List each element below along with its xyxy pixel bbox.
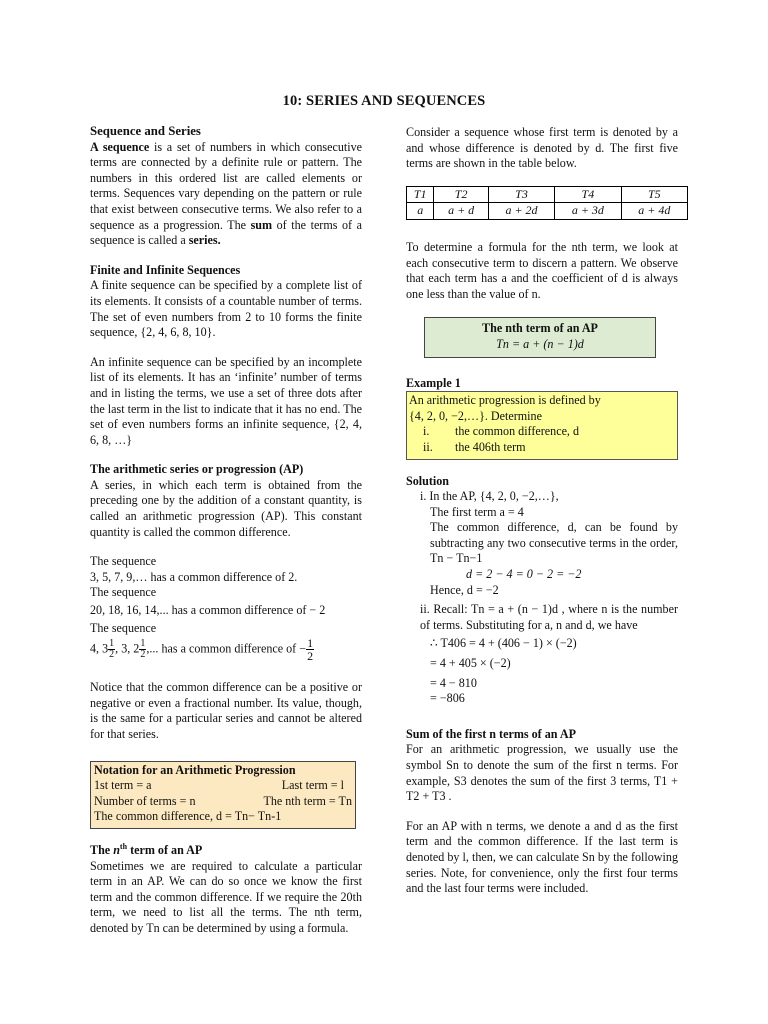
solution-ii: ii. Recall: Tn = a + (n − 1)d , where n is the number of terms. Substituting for a, n and d, we have xyxy=(420,602,678,632)
solution-calc-3: = 4 − 810 xyxy=(430,675,477,690)
paragraph-sum: For an arithmetic progression, we usually use the symbol Sn to denote the sum of the first n terms. For example, S3 denotes the sum of the first 3 terms, T1 + T2 + T3 . xyxy=(406,742,678,804)
paragraph-arithmetic: A series, in which each term is obtained from the preceding one by the addition of a constant quantity, is called an arithmetic progression (AP). This constant quantity is called the common difference. xyxy=(90,477,362,539)
table-head-cell: T1 xyxy=(407,186,434,203)
notation-common-diff: The common difference, d = Tn− Tn-1 xyxy=(94,809,282,824)
table-cell: a + 4d xyxy=(621,203,687,220)
seq-line-3: 4, 3 $\frac{1}{2}$ , 3, 2 $\frac{1}{2}$ ,... has a common difference of − $\frac{1}{2}$ xyxy=(90,636,314,664)
example-line-2: {4, 2, 0, −2,…}. Determine xyxy=(409,408,542,423)
solution-calc-2: = 4 + 405 × (−2) xyxy=(430,656,511,671)
paragraph-last: For an AP with n terms, we denote a and d as the first term and the common difference. If the last term is denoted by l, then, we can calculate Sn by the following series. Note, for convenience, only the first four terms and the last four terms were included. xyxy=(406,818,678,896)
table-head-cell: T3 xyxy=(488,186,554,203)
solution-first-term: The first term a = 4 xyxy=(430,504,524,519)
notation-last-term: Last term = l xyxy=(281,778,344,793)
notation-box xyxy=(90,761,356,829)
notation-first-term: 1st term = a xyxy=(94,778,152,793)
paragraph-nth-term: Sometimes we are required to calculate a particular term in an AP. We can do so once we know the first term and the common difference. If we require the 20th term, we need to list all the terms. The nth term, denoted by Tn can be determined by using a formula. xyxy=(90,858,362,935)
heading-sum: Sum of the first n terms of an AP xyxy=(406,726,576,741)
solution-d-calc: d = 2 − 4 = 0 − 2 = −2 xyxy=(466,567,582,582)
example-item-ii: ii. the 406th term xyxy=(423,439,526,454)
nth-term-formula-box xyxy=(424,317,656,357)
seq-label-1: The sequence xyxy=(90,554,157,569)
example-item-i: i. the common difference, d xyxy=(423,424,580,439)
solution-calc-4: = −806 xyxy=(430,691,465,706)
paragraph-infinite: An infinite sequence can be specified by an incomplete list of its elements. It has an ‘infinite’ number of terms and in listing the terms, we use a set of three dots after the last term in the list to indicate that it has no end. The set of even numbers forms an infinite sequence, {2, 4, 6, 8, …} xyxy=(90,354,362,447)
solution-i: i. In the AP, {4, 2, 0, −2,…}, xyxy=(420,489,559,504)
paragraph-formula-intro: To determine a formula for the nth term, we look at each consecutive term to discern a pattern. We observe that each term has a and the coefficient of d is always one less than the value of n. xyxy=(406,239,678,301)
table-cell: a + 2d xyxy=(488,203,554,220)
table-head-cell: T5 xyxy=(621,186,687,203)
formula-box-equation: Tn = a + (n − 1)d xyxy=(496,336,584,351)
solution-common-diff: The common difference, d, can be found by subtracting any two consecutive terms in the order, Tn − Tn−1 xyxy=(430,520,678,566)
notation-nth-term: The nth term = Tn xyxy=(263,793,352,808)
solution-calc-1: ∴ T406 = 4 + (406 − 1) × (−2) xyxy=(430,636,577,651)
paragraph-notice: Notice that the common difference can be a positive or negative or even a fractional number. Its value, though, is the same for a particular series and cannot be altered for that series. xyxy=(90,680,362,741)
example-line-1: An arithmetic progression is defined by xyxy=(409,393,601,408)
seq-label-3: The sequence xyxy=(90,620,157,635)
formula-box-title: The nth term of an AP xyxy=(482,321,598,336)
table-cell: a + 3d xyxy=(555,203,621,220)
paragraph-consider: Consider a sequence whose first term is denoted by a and whose difference is denoted by d. The first five terms are shown in the table below. xyxy=(406,125,678,171)
solution-heading: Solution xyxy=(406,473,450,488)
table-cell: a + d xyxy=(434,203,488,220)
example-box xyxy=(406,391,678,459)
table-cell: a xyxy=(407,203,434,220)
notation-num-terms: Number of terms = n xyxy=(94,793,196,808)
paragraph-sequence-definition: A sequence is a set of numbers in which consecutive terms are connected by a definite rule or pattern. The numbers in this ordered list are called elements or terms. Sequences vary depending on the pattern or rule that exist between consecutive terms. We also refer to a sequence as a progression. The sum of the terms of a sequence is called a series. xyxy=(90,139,363,248)
seq-line-1: 3, 5, 7, 9,… has a common difference of 2. xyxy=(90,569,298,584)
heading-sequence-series: Sequence and Series xyxy=(90,124,201,138)
notation-title: Notation for an Arithmetic Progression xyxy=(94,762,296,777)
table-head-cell: T4 xyxy=(555,186,621,203)
example-heading: Example 1 xyxy=(406,375,461,390)
heading-arithmetic: The arithmetic series or progression (AP) xyxy=(90,462,304,477)
seq-line-2: 20, 18, 16, 14,... has a common difference of − 2 xyxy=(90,603,326,618)
seq-label-2: The sequence xyxy=(90,585,157,600)
heading-nth-term: The $n^{th}$ term of an AP xyxy=(90,841,203,857)
heading-finite-infinite: Finite and Infinite Sequences xyxy=(90,262,241,277)
table-head-cell: T2 xyxy=(434,186,488,203)
paragraph-finite: A finite sequence can be specified by a complete list of its elements. It consists of a countable number of terms. The set of even numbers from 2 to 10 forms the finite sequence, {2, 4, 6, 8, 10}. xyxy=(90,278,362,340)
right-column xyxy=(406,125,678,897)
solution-hence: Hence, d = −2 xyxy=(430,582,499,597)
ap-terms-table xyxy=(406,186,688,220)
page-title: 10: SERIES AND SEQUENCES xyxy=(282,93,486,109)
left-column xyxy=(90,124,362,937)
